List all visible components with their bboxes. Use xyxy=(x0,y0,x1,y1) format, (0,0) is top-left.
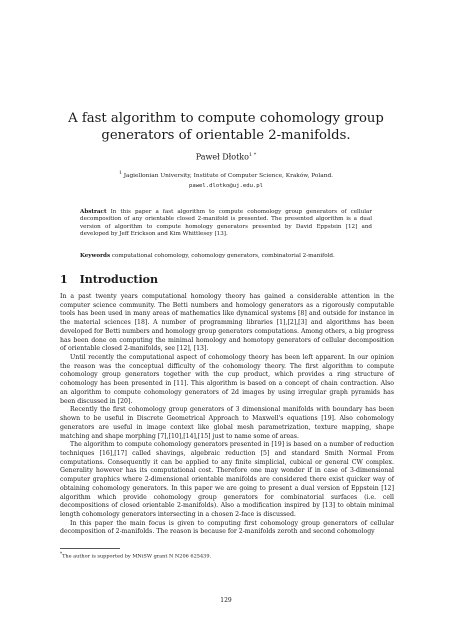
paragraph: Until recently the computational aspect of cohomology theory has been left apparent. In our opinion the reason was the conceptual difficulty of the cohomology theory. The first algorithm to compute cohomology group generators together with the cup product, which provides a ring structure of cohomology has been presented in [11]. This algorithm is based on a concept of chain contraction. Also an algorithm to compute cohomology generators of 2d images by using irregular graph pyramids has been discussed in [20]. xyxy=(60,354,394,405)
abstract-label: Abstract xyxy=(80,209,107,215)
footnote-rule xyxy=(60,548,120,549)
keywords xyxy=(80,253,372,260)
abstract-text: In this paper a fast algorithm to compute cohomology group generators of cellular decomposition of any orientable closed 2-manifold is presented. The presented algorithm is a dual version of algorithm to compute homology generators presented by David Eppstein [12] and developed by Jeff Erickson and Kim Whittlesey [13]. xyxy=(80,209,373,237)
keywords-text: computational cohomology, cohomology generators, combinatorial 2-manifold. xyxy=(111,253,335,259)
paragraph: In a past twenty years computational homology theory has gained a considerable attention in the computer science community. The Betti numbers and homology generators as a rigorously computable tools has been used in many areas of mathematics like dynamical systems [8] and outside for instance in the material sciences [18]. A number of programming libraries [1],[2],[3] and algorithms has been developed for Betti numbers and homology group generators computations. Among others, a big progress has been done on computing the minimal homology and homotopy generators of cellular decomposition of orientable closed 2-manifolds, see [12], [13]. xyxy=(60,293,394,353)
paragraph: Recently the first cohomology group generators of 3 dimensional manifolds with boundary has been shown to be useful in Discrete Geometrical Approach to Maxwell's equations [19]. Also cohomology generators are useful in image context like global mesh parametrization, texture mapping, shape matching and shape morphing [7],[10],[14],[15] just to name some of areas. xyxy=(60,406,394,440)
author-name: Paweł Dłotko xyxy=(195,152,249,162)
keywords-label: Keywords xyxy=(80,253,111,259)
page-number: 129 xyxy=(220,597,232,604)
author-marks: 1 * xyxy=(248,152,257,158)
footnote-text: The author is supported by MNiSW grant N N206 625439. xyxy=(62,553,212,560)
section-heading xyxy=(60,273,158,286)
abstract xyxy=(80,209,372,238)
paper-title: A fast algorithm to compute cohomology group generators of orientable 2-manifolds. xyxy=(68,111,384,143)
affiliation: Jagiellonian University, Institute of Computer Science, Kraków, Poland. xyxy=(123,172,334,179)
affiliation-mark: 1 xyxy=(118,171,122,176)
body-text xyxy=(60,293,394,537)
email: pawel.dlotko@uj.edu.pl xyxy=(188,182,264,189)
paragraph: In this paper the main focus is given to computing first cohomology group generators of cellular decomposition of 2-manifolds. The reason is because for 2-manifolds zeroth and second cohomology xyxy=(60,519,394,536)
footnote xyxy=(60,551,211,560)
author-line xyxy=(0,152,452,162)
section-number: 1 xyxy=(60,273,68,286)
affiliation-block xyxy=(40,169,412,191)
paragraph: The algorithm to compute cohomology generators presented in [19] is based on a number of reduction techniques [16],[17] called shavings, algebraic reduction [5] and standard Smith Normal From computations. Consequently it can be applied to any finite simplicial, cubical or general CW complex. Generality however has its computational cost. Therefore one may wonder if in case of 3-dimensional computer graphics where 2-dimensional orientable manifolds are considered there exist quicker way of obtaining cohomology generators. In this paper we are going to present a dual version of Eppstein [12] algorithm which provide cohomology group generators for combinatorial surfaces (i.e. cell decompositions of closed orientable 2-manifolds). Also a modification inspired by [13] to obtain minimal length cohomology generators intersecting in a chosen 2-face is discussed. xyxy=(60,441,394,518)
footnote-mark: * xyxy=(60,551,63,556)
section-title: Introduction xyxy=(79,273,158,286)
